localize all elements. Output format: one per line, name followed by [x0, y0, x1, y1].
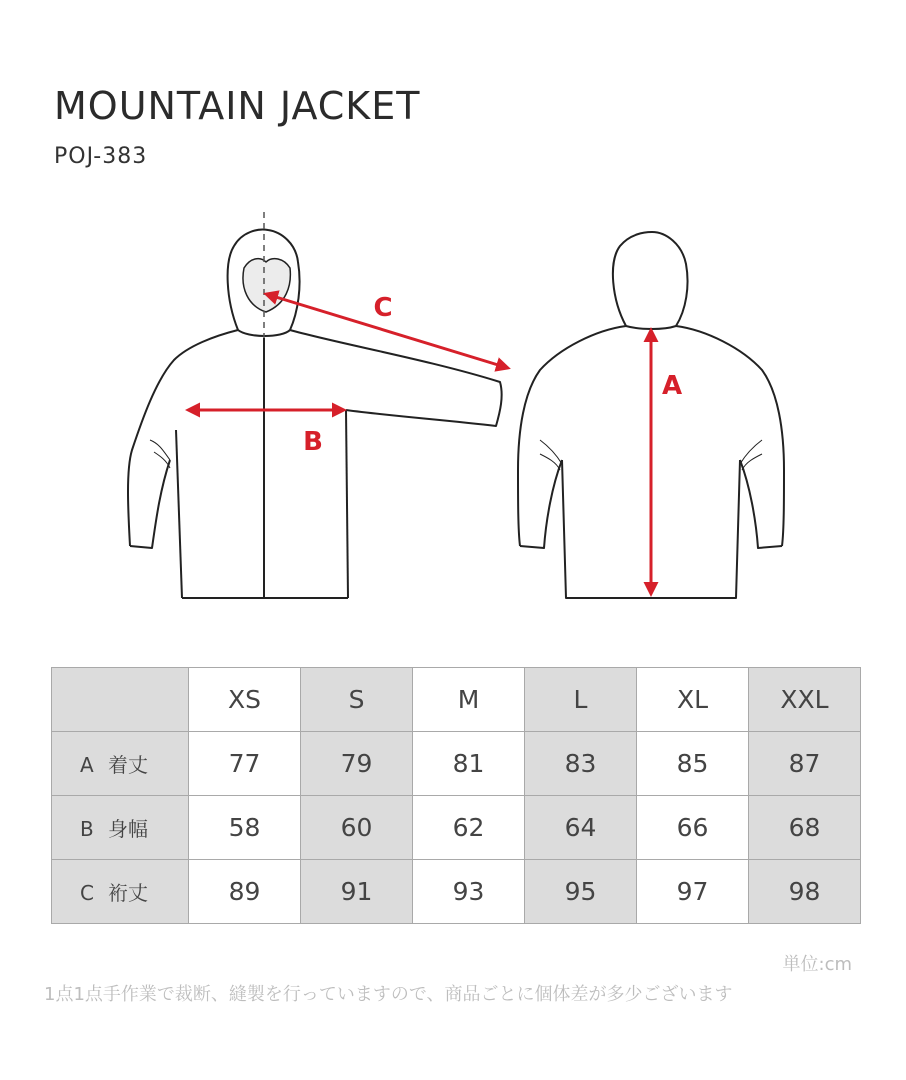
- table-cell: 95: [525, 860, 637, 924]
- table-cell: 83: [525, 732, 637, 796]
- unit-label: 単位:cm: [782, 954, 852, 975]
- table-cell: 81: [413, 732, 525, 796]
- row-header: [52, 796, 189, 860]
- table-corner: [52, 668, 189, 732]
- table-cell: 93: [413, 860, 525, 924]
- row-header: [52, 732, 189, 796]
- table-cell: 58: [189, 796, 301, 860]
- row-label: 着丈: [108, 753, 148, 777]
- table-cell: 68: [749, 796, 861, 860]
- size-header-row: [52, 668, 861, 732]
- row-letter: C: [80, 881, 94, 905]
- table-cell: 77: [189, 732, 301, 796]
- row-letter: B: [80, 817, 94, 841]
- table-cell: 62: [413, 796, 525, 860]
- table-row: [52, 860, 861, 924]
- table-cell: 79: [301, 732, 413, 796]
- size-header: XS: [189, 668, 301, 732]
- size-header: M: [413, 668, 525, 732]
- product-code: POJ-383: [54, 144, 148, 169]
- table-cell: 89: [189, 860, 301, 924]
- jacket-front: [128, 230, 502, 598]
- handmade-note: 1点1点手作業で裁断、縫製を行っていますので、商品ごとに個体差が多少ございます: [44, 984, 733, 1005]
- product-title: MOUNTAIN JACKET: [54, 84, 421, 128]
- table-cell: 87: [749, 732, 861, 796]
- table-row: [52, 732, 861, 796]
- size-header: S: [301, 668, 413, 732]
- row-header: [52, 860, 189, 924]
- table-cell: 91: [301, 860, 413, 924]
- table-cell: 85: [637, 732, 749, 796]
- label-c: C: [373, 293, 393, 323]
- size-header: XL: [637, 668, 749, 732]
- row-label: 身幅: [108, 817, 148, 841]
- table-cell: 98: [749, 860, 861, 924]
- size-table: [51, 667, 861, 924]
- label-a: A: [661, 371, 683, 401]
- table-cell: 97: [637, 860, 749, 924]
- row-letter: A: [80, 753, 94, 777]
- size-header: XXL: [749, 668, 861, 732]
- measurement-diagram: [0, 205, 906, 615]
- table-row: [52, 796, 861, 860]
- table-cell: 60: [301, 796, 413, 860]
- row-label: 裄丈: [108, 881, 148, 905]
- table-cell: 66: [637, 796, 749, 860]
- label-b: B: [303, 427, 323, 457]
- size-header: L: [525, 668, 637, 732]
- table-cell: 64: [525, 796, 637, 860]
